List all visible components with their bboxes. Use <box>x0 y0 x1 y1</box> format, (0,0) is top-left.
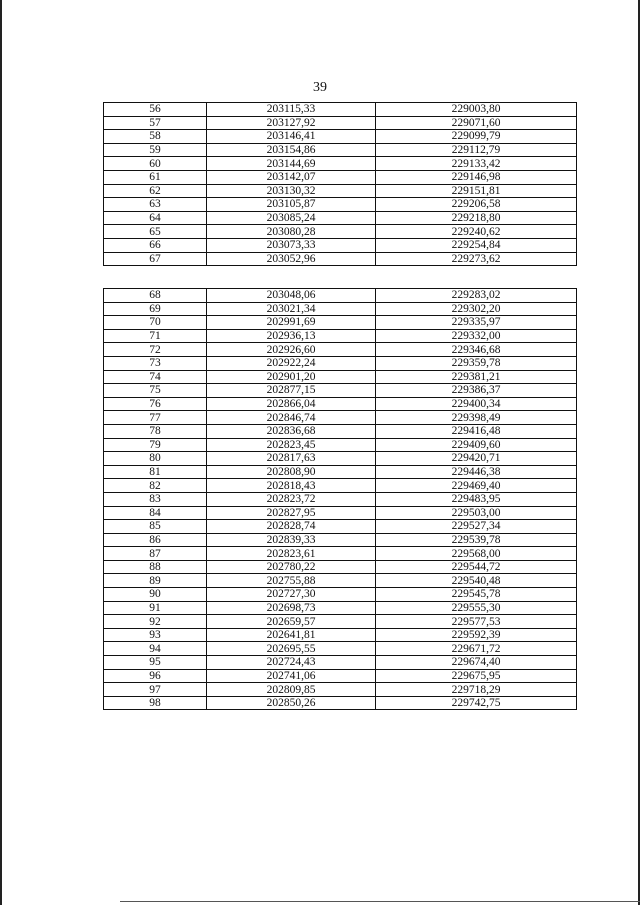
y-coordinate-cell: 229302,20 <box>376 302 577 316</box>
y-coordinate-cell: 229254,84 <box>376 238 577 252</box>
point-number-cell: 91 <box>104 601 207 615</box>
table-row <box>104 615 577 629</box>
table-row <box>104 343 577 357</box>
point-number-cell: 74 <box>104 370 207 384</box>
point-number-cell: 81 <box>104 465 207 479</box>
table-row <box>104 520 577 534</box>
y-coordinate-cell: 229527,34 <box>376 520 577 534</box>
point-number-cell: 77 <box>104 411 207 425</box>
x-coordinate-cell: 202827,95 <box>207 506 376 520</box>
y-coordinate-cell: 229099,79 <box>376 130 577 144</box>
point-number-cell: 57 <box>104 116 207 130</box>
point-number-cell: 96 <box>104 669 207 683</box>
table-row <box>104 130 577 144</box>
point-number-cell: 87 <box>104 547 207 561</box>
y-coordinate-cell: 229446,38 <box>376 465 577 479</box>
y-coordinate-cell: 229675,95 <box>376 669 577 683</box>
x-coordinate-cell: 203144,69 <box>207 157 376 171</box>
y-coordinate-cell: 229483,95 <box>376 492 577 506</box>
x-coordinate-cell: 202991,69 <box>207 316 376 330</box>
table-row <box>104 225 577 239</box>
y-coordinate-cell: 229359,78 <box>376 356 577 370</box>
x-coordinate-cell: 202641,81 <box>207 628 376 642</box>
y-coordinate-cell: 229206,58 <box>376 198 577 212</box>
table-row <box>104 696 577 710</box>
y-coordinate-cell: 229386,37 <box>376 384 577 398</box>
table-row <box>104 628 577 642</box>
x-coordinate-cell: 203127,92 <box>207 116 376 130</box>
x-coordinate-cell: 203052,96 <box>207 252 376 266</box>
point-number-cell: 76 <box>104 397 207 411</box>
x-coordinate-cell: 203142,07 <box>207 170 376 184</box>
point-number-cell: 56 <box>104 103 207 117</box>
x-coordinate-cell: 203085,24 <box>207 211 376 225</box>
point-number-cell: 63 <box>104 198 207 212</box>
table-row <box>104 669 577 683</box>
x-coordinate-cell: 203115,33 <box>207 103 376 117</box>
y-coordinate-cell: 229335,97 <box>376 316 577 330</box>
table-row <box>104 370 577 384</box>
x-coordinate-cell: 202695,55 <box>207 642 376 656</box>
point-number-cell: 92 <box>104 615 207 629</box>
page-edge-left <box>0 0 2 905</box>
point-number-cell: 71 <box>104 329 207 343</box>
table-row <box>104 198 577 212</box>
y-coordinate-cell: 229133,42 <box>376 157 577 171</box>
table-row <box>104 683 577 697</box>
x-coordinate-cell: 203154,86 <box>207 143 376 157</box>
point-number-cell: 59 <box>104 143 207 157</box>
point-number-cell: 85 <box>104 520 207 534</box>
point-number-cell: 64 <box>104 211 207 225</box>
x-coordinate-cell: 202828,74 <box>207 520 376 534</box>
table-row <box>104 411 577 425</box>
point-number-cell: 97 <box>104 683 207 697</box>
table-row <box>104 492 577 506</box>
x-coordinate-cell: 202936,13 <box>207 329 376 343</box>
x-coordinate-cell: 202877,15 <box>207 384 376 398</box>
table-row <box>104 424 577 438</box>
point-number-cell: 75 <box>104 384 207 398</box>
table-row <box>104 289 577 303</box>
table-row <box>104 642 577 656</box>
table-row <box>104 116 577 130</box>
coordinates-table-bottom <box>103 288 577 710</box>
table-row <box>104 356 577 370</box>
y-coordinate-cell: 229398,49 <box>376 411 577 425</box>
table-row <box>104 238 577 252</box>
table-row <box>104 452 577 466</box>
x-coordinate-cell: 202922,24 <box>207 356 376 370</box>
point-number-cell: 69 <box>104 302 207 316</box>
x-coordinate-cell: 202823,72 <box>207 492 376 506</box>
point-number-cell: 95 <box>104 656 207 670</box>
table-row <box>104 533 577 547</box>
point-number-cell: 83 <box>104 492 207 506</box>
y-coordinate-cell: 229577,53 <box>376 615 577 629</box>
table-row <box>104 211 577 225</box>
point-number-cell: 86 <box>104 533 207 547</box>
y-coordinate-cell: 229544,72 <box>376 560 577 574</box>
table-row <box>104 506 577 520</box>
x-coordinate-cell: 202846,74 <box>207 411 376 425</box>
point-number-cell: 90 <box>104 588 207 602</box>
table-row <box>104 302 577 316</box>
point-number-cell: 70 <box>104 316 207 330</box>
y-coordinate-cell: 229592,39 <box>376 628 577 642</box>
x-coordinate-cell: 202755,88 <box>207 574 376 588</box>
point-number-cell: 67 <box>104 252 207 266</box>
table-row <box>104 588 577 602</box>
x-coordinate-cell: 202809,85 <box>207 683 376 697</box>
x-coordinate-cell: 202698,73 <box>207 601 376 615</box>
table-row <box>104 574 577 588</box>
point-number-cell: 88 <box>104 560 207 574</box>
y-coordinate-cell: 229112,79 <box>376 143 577 157</box>
y-coordinate-cell: 229151,81 <box>376 184 577 198</box>
point-number-cell: 93 <box>104 628 207 642</box>
x-coordinate-cell: 202817,63 <box>207 452 376 466</box>
x-coordinate-cell: 202850,26 <box>207 696 376 710</box>
table-row <box>104 560 577 574</box>
x-coordinate-cell: 202780,22 <box>207 560 376 574</box>
y-coordinate-cell: 229671,72 <box>376 642 577 656</box>
table-row <box>104 103 577 117</box>
point-number-cell: 98 <box>104 696 207 710</box>
x-coordinate-cell: 203080,28 <box>207 225 376 239</box>
y-coordinate-cell: 229003,80 <box>376 103 577 117</box>
x-coordinate-cell: 202808,90 <box>207 465 376 479</box>
table-row <box>104 329 577 343</box>
x-coordinate-cell: 203130,32 <box>207 184 376 198</box>
point-number-cell: 82 <box>104 479 207 493</box>
table-row <box>104 547 577 561</box>
y-coordinate-cell: 229742,75 <box>376 696 577 710</box>
point-number-cell: 72 <box>104 343 207 357</box>
y-coordinate-cell: 229409,60 <box>376 438 577 452</box>
point-number-cell: 58 <box>104 130 207 144</box>
x-coordinate-cell: 202727,30 <box>207 588 376 602</box>
table-row <box>104 384 577 398</box>
y-coordinate-cell: 229381,21 <box>376 370 577 384</box>
y-coordinate-cell: 229469,40 <box>376 479 577 493</box>
x-coordinate-cell: 202836,68 <box>207 424 376 438</box>
table-row <box>104 438 577 452</box>
y-coordinate-cell: 229416,48 <box>376 424 577 438</box>
coordinates-table-top <box>103 102 577 266</box>
point-number-cell: 79 <box>104 438 207 452</box>
x-coordinate-cell: 202818,43 <box>207 479 376 493</box>
x-coordinate-cell: 202823,61 <box>207 547 376 561</box>
y-coordinate-cell: 229332,00 <box>376 329 577 343</box>
x-coordinate-cell: 202901,20 <box>207 370 376 384</box>
y-coordinate-cell: 229283,02 <box>376 289 577 303</box>
point-number-cell: 94 <box>104 642 207 656</box>
x-coordinate-cell: 202741,06 <box>207 669 376 683</box>
y-coordinate-cell: 229071,60 <box>376 116 577 130</box>
y-coordinate-cell: 229540,48 <box>376 574 577 588</box>
table-row <box>104 601 577 615</box>
point-number-cell: 60 <box>104 157 207 171</box>
y-coordinate-cell: 229420,71 <box>376 452 577 466</box>
x-coordinate-cell: 202659,57 <box>207 615 376 629</box>
y-coordinate-cell: 229346,68 <box>376 343 577 357</box>
x-coordinate-cell: 203048,06 <box>207 289 376 303</box>
table-row <box>104 656 577 670</box>
x-coordinate-cell: 203073,33 <box>207 238 376 252</box>
point-number-cell: 62 <box>104 184 207 198</box>
y-coordinate-cell: 229273,62 <box>376 252 577 266</box>
page-number: 39 <box>313 80 327 95</box>
x-coordinate-cell: 202926,60 <box>207 343 376 357</box>
table-row <box>104 184 577 198</box>
y-coordinate-cell: 229400,34 <box>376 397 577 411</box>
y-coordinate-cell: 229674,40 <box>376 656 577 670</box>
y-coordinate-cell: 229545,78 <box>376 588 577 602</box>
x-coordinate-cell: 202823,45 <box>207 438 376 452</box>
x-coordinate-cell: 202724,43 <box>207 656 376 670</box>
y-coordinate-cell: 229555,30 <box>376 601 577 615</box>
table-row <box>104 397 577 411</box>
y-coordinate-cell: 229568,00 <box>376 547 577 561</box>
table-row <box>104 465 577 479</box>
point-number-cell: 66 <box>104 238 207 252</box>
page-edge-bottom <box>120 901 640 902</box>
x-coordinate-cell: 202839,33 <box>207 533 376 547</box>
table-row <box>104 479 577 493</box>
point-number-cell: 73 <box>104 356 207 370</box>
point-number-cell: 78 <box>104 424 207 438</box>
y-coordinate-cell: 229718,29 <box>376 683 577 697</box>
point-number-cell: 68 <box>104 289 207 303</box>
point-number-cell: 65 <box>104 225 207 239</box>
y-coordinate-cell: 229240,62 <box>376 225 577 239</box>
table-row <box>104 252 577 266</box>
table-row <box>104 170 577 184</box>
y-coordinate-cell: 229146,98 <box>376 170 577 184</box>
x-coordinate-cell: 202866,04 <box>207 397 376 411</box>
table-row <box>104 157 577 171</box>
x-coordinate-cell: 203105,87 <box>207 198 376 212</box>
x-coordinate-cell: 203146,41 <box>207 130 376 144</box>
y-coordinate-cell: 229218,80 <box>376 211 577 225</box>
point-number-cell: 89 <box>104 574 207 588</box>
point-number-cell: 80 <box>104 452 207 466</box>
y-coordinate-cell: 229539,78 <box>376 533 577 547</box>
table-row <box>104 316 577 330</box>
point-number-cell: 61 <box>104 170 207 184</box>
x-coordinate-cell: 203021,34 <box>207 302 376 316</box>
table-row <box>104 143 577 157</box>
point-number-cell: 84 <box>104 506 207 520</box>
y-coordinate-cell: 229503,00 <box>376 506 577 520</box>
